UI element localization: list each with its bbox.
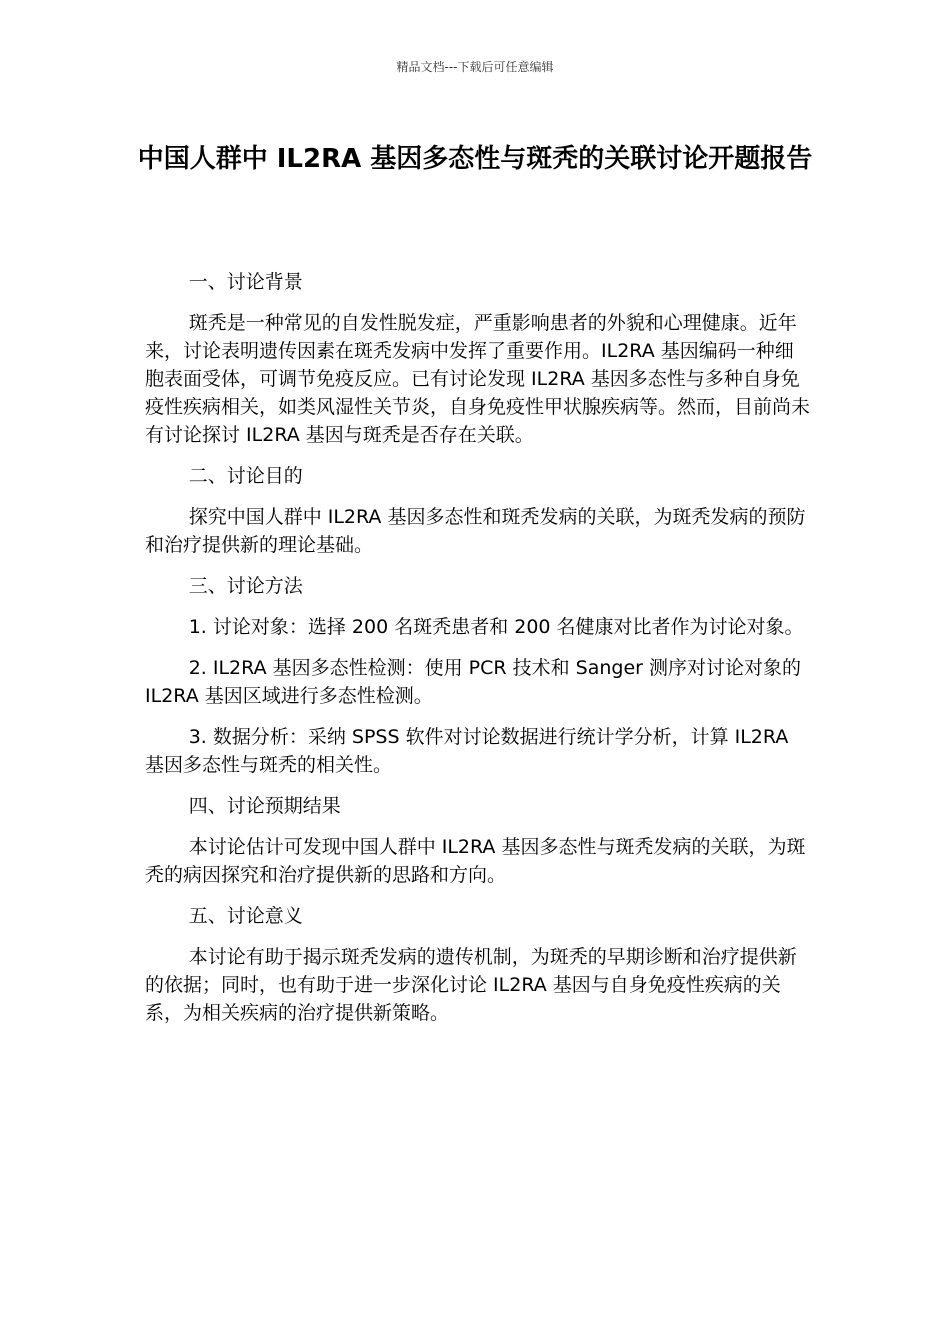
paragraph: 本讨论估计可发现中国人群中 IL2RA 基因多态性与斑秃发病的关联，为斑秃的病因探究和治疗提供新的思路和方向。 [145,836,806,886]
paragraph: 3. 数据分析：采纳 SPSS 软件对讨论数据进行统计学分析，计算 IL2RA 基因多态性与斑秃的相关性。 [145,726,789,776]
section-heading: 二、讨论目的 [188,465,303,487]
paragraph: 斑秃是一种常见的自发性脱发症，严重影响患者的外貌和心理健康。近年来，讨论表明遗传因素在斑秃发病中发挥了重要作用。IL2RA 基因编码一种细胞表面受体，可调节免疫反应。已有讨论发现 IL2RA 基因多态性与多种自身免疫性疾病相关，如类风湿性关节炎，自身免疫性甲状腺疾病等。然而，目前尚未有讨论探讨 IL2RA 基因与斑秃是否存在关联。 [145,312,811,446]
section-heading: 五、讨论意义 [188,905,303,927]
section-expected-results [145,792,810,889]
paragraph: 探究中国人群中 IL2RA 基因多态性和斑秃发病的关联，为斑秃发病的预防和治疗提供新的理论基础。 [145,506,806,556]
document-title: 中国人群中 IL2RA 基因多态性与斑秃的关联讨论开题报告 [137,144,813,174]
section-heading: 三、讨论方法 [188,575,303,597]
section-background [145,268,810,449]
page-header-note: 精品文档---下载后可任意编辑 [396,60,554,74]
paragraph: 2. IL2RA 基因多态性检测：使用 PCR 技术和 Sanger 测序对讨论对象的 IL2RA 基因区域进行多态性检测。 [145,657,801,707]
section-purpose [145,462,810,559]
section-heading: 四、讨论预期结果 [188,795,341,817]
section-significance [145,902,810,1027]
section-heading: 一、讨论背景 [188,271,303,293]
section-methods [145,572,810,779]
document-body [145,268,810,1040]
paragraph: 本讨论有助于揭示斑秃发病的遗传机制，为斑秃的早期诊断和治疗提供新的依据；同时，也有助于进一步深化讨论 IL2RA 基因与自身免疫性疾病的关系，为相关疾病的治疗提供新策略。 [145,946,797,1024]
paragraph: 1. 讨论对象：选择 200 名斑秃患者和 200 名健康对比者作为讨论对象。 [188,616,804,638]
